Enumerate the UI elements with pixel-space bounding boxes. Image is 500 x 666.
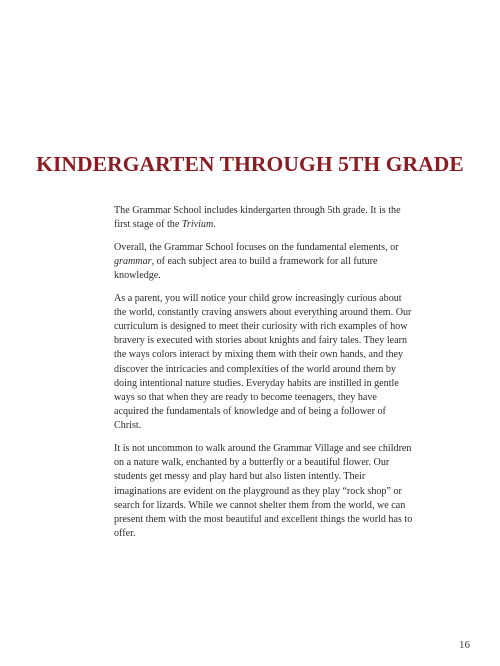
- paragraph-village: It is not uncommon to walk around the Grammar Village and see children on a nature walk, enchanted by a butterfly or a beautiful flower. Our students get messy and play hard but also listen intently. Their imaginations are evident on the playground as they play “rock shop” or search for lizards. While we cannot shelter them from the world, we can present them with the most beautiful and excellent things the world has to offer.: [114, 442, 413, 540]
- term-trivium: Trivium: [181, 219, 214, 231]
- paragraph-intro: [114, 204, 414, 232]
- page-number: 16: [459, 639, 470, 651]
- paragraph-overview: [114, 241, 414, 284]
- paragraph-overview-text: Overall, the Grammar School focuses on the fundamental elements, or: [114, 241, 399, 253]
- body-text: [114, 204, 414, 550]
- page-heading: KINDERGARTEN THROUGH 5TH GRADE: [36, 152, 464, 176]
- paragraph-intro-end: .: [213, 219, 216, 231]
- term-grammar: grammar: [114, 255, 152, 267]
- paragraph-intro-text: The Grammar School includes kindergarten through 5th grade. It is the first stage of the: [114, 205, 401, 231]
- paragraph-parent: As a parent, you will notice your child grow increasingly curious about the world, constantly craving answers about everything around them. Our curriculum is designed to meet their curiosity with rich examples of how bravery is executed with stories about knights and fairy tales. They learn the ways colors interact by mixing them with their own hands, and they discover the intricacies and complexities of the world around them by doing intentional nature studies. Everyday habits are instilled in gentle ways so that when they are ready to become teenagers, they have acquired the fundamentals of knowledge and of being a follower of Christ.: [114, 292, 412, 432]
- paragraph-overview-end: , of each subject area to build a framework for all future knowledge.: [114, 255, 378, 282]
